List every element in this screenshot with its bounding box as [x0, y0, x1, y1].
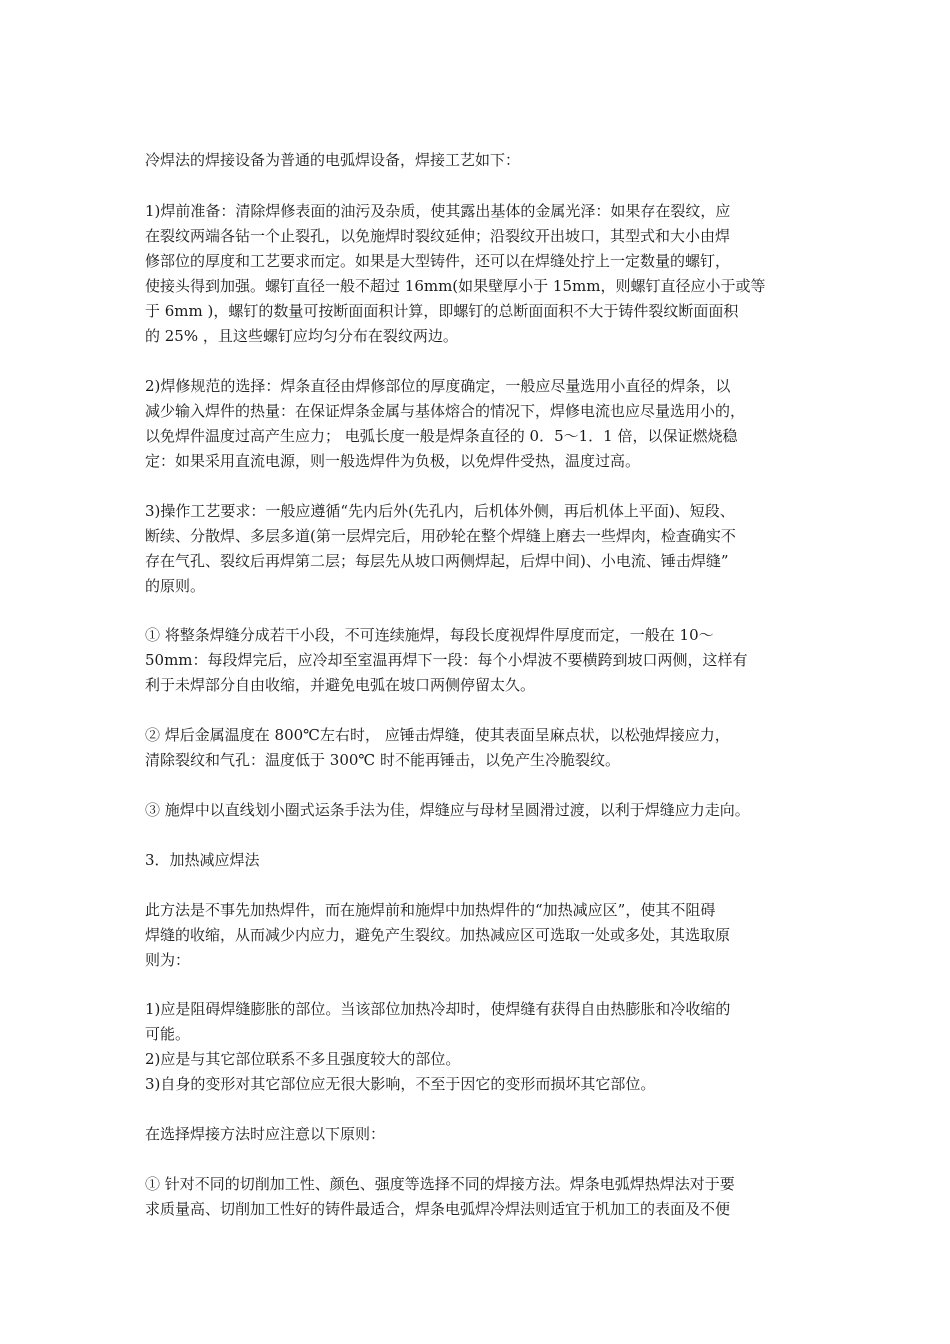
paragraph-method-choice-intro — [145, 1122, 835, 1147]
text-line: 3．加热减应焊法 — [145, 851, 260, 869]
text-line: ② 焊后金属温度在 800℃左右时， 应锤击焊缝，使其表面呈麻点状，以松弛焊接应力， — [145, 726, 730, 744]
text-line: 则为： — [145, 951, 191, 969]
text-line: 此方法是不事先加热焊件，而在施焊前和施焊中加热焊件的“加热减应区”，使其不阻碍 — [145, 901, 716, 919]
text-line: 使接头得到加强。螺钉直径一般不超过 16mm(如果壁厚小于 15mm，则螺钉直径应小于或等 — [145, 277, 766, 295]
text-line: ③ 施焊中以直线划小圈式运条手法为佳，焊缝应与母材呈圆滑过渡，以利于焊缝应力走向。 — [145, 801, 750, 819]
paragraph-method-description — [145, 898, 835, 973]
text-line: 3)操作工艺要求：一般应遵循“先内后外(先孔内，后机体外侧，再后机体上平面)、短段、 — [145, 502, 735, 520]
paragraph-intro — [145, 148, 835, 173]
text-line: ① 将整条焊缝分成若干小段，不可连续施焊，每段长度视焊件厚度而定，一般在 10～ — [145, 626, 714, 644]
text-line: 在裂纹两端各钻一个止裂孔，以免施焊时裂纹延伸；沿裂纹开出坡口，其型式和大小由焊 — [145, 227, 731, 245]
text-line: 的原则。 — [145, 577, 206, 595]
text-line: 的 25% ，且这些螺钉应均匀分布在裂纹两边。 — [145, 327, 458, 345]
section-heading — [145, 848, 835, 873]
text-line: 以免焊件温度过高产生应力； 电弧长度一般是焊条直径的 0．5～1．1 倍，以保证燃烧稳 — [145, 427, 738, 445]
text-line: ① 针对不同的切削加工性、颜色、强度等选择不同的焊接方法。焊条电弧焊热焊法对于要 — [145, 1175, 735, 1193]
paragraph-method-choice-item-1 — [145, 1172, 835, 1222]
text-line: 修部位的厚度和工艺要求而定。如果是大型铸件，还可以在焊缝处拧上一定数量的螺钉， — [145, 252, 731, 270]
paragraph-item-2 — [145, 723, 835, 773]
text-line: 3)自身的变形对其它部位应无很大影响，不至于因它的变形而损坏其它部位。 — [145, 1075, 656, 1093]
text-line: 清除裂纹和气孔：温度低于 300℃ 时不能再锤击，以免产生冷脆裂纹。 — [145, 751, 620, 769]
text-line: 在选择焊接方法时应注意以下原则： — [145, 1125, 386, 1143]
paragraph-operation-requirements — [145, 499, 835, 599]
paragraph-welding-spec — [145, 374, 835, 474]
text-line: 1)应是阻碍焊缝膨胀的部位。当该部位加热冷却时，使焊缝有获得自由热膨胀和冷收缩的 — [145, 1000, 731, 1018]
text-line: 定：如果采用直流电源，则一般选焊件为负极，以免焊件受热，温度过高。 — [145, 452, 641, 470]
text-line: 利于未焊部分自由收缩，并避免电弧在坡口两侧停留太久。 — [145, 676, 536, 694]
text-line: 求质量高、切削加工性好的铸件最适合，焊条电弧焊冷焊法则适宜于机加工的表面及不便 — [145, 1200, 731, 1218]
text-line: 2)焊修规范的选择：焊条直径由焊修部位的厚度确定，一般应尽量选用小直径的焊条，以 — [145, 377, 731, 395]
text-line: 断续、分散焊、多层多道(第一层焊完后，用砂轮在整个焊缝上磨去一些焊肉，检查确实不 — [145, 527, 736, 545]
text-line: 2)应是与其它部位联系不多且强度较大的部位。 — [145, 1050, 461, 1068]
paragraph-pre-weld-preparation — [145, 199, 835, 349]
text-line: 于 6mm )，螺钉的数量可按断面面积计算，即螺钉的总断面面积不大于铸件裂纹断面面积 — [145, 302, 739, 320]
text-line: 50mm：每段焊完后，应冷却至室温再焊下一段：每个小焊波不要横跨到坡口两侧，这样有 — [145, 651, 748, 669]
text-line: 减少输入焊件的热量：在保证焊条金属与基体熔合的情况下，焊修电流也应尽量选用小的， — [145, 402, 746, 420]
text-line: 可能。 — [145, 1025, 191, 1043]
paragraph-item-1 — [145, 623, 835, 698]
text-line: 焊缝的收缩，从而减少内应力，避免产生裂纹。加热减应区可选取一处或多处，其选取原 — [145, 926, 731, 944]
paragraph-selection-principles — [145, 997, 835, 1097]
text-line: 1)焊前准备：清除焊修表面的油污及杂质，使其露出基体的金属光泽：如果存在裂纹，应 — [145, 202, 731, 220]
text-line: 冷焊法的焊接设备为普通的电弧焊设备，焊接工艺如下： — [145, 151, 521, 169]
paragraph-item-3 — [145, 798, 835, 823]
text-line: 存在气孔、裂纹后再焊第二层；每层先从坡口两侧焊起，后焊中间)、小电流、锤击焊缝” — [145, 552, 729, 570]
